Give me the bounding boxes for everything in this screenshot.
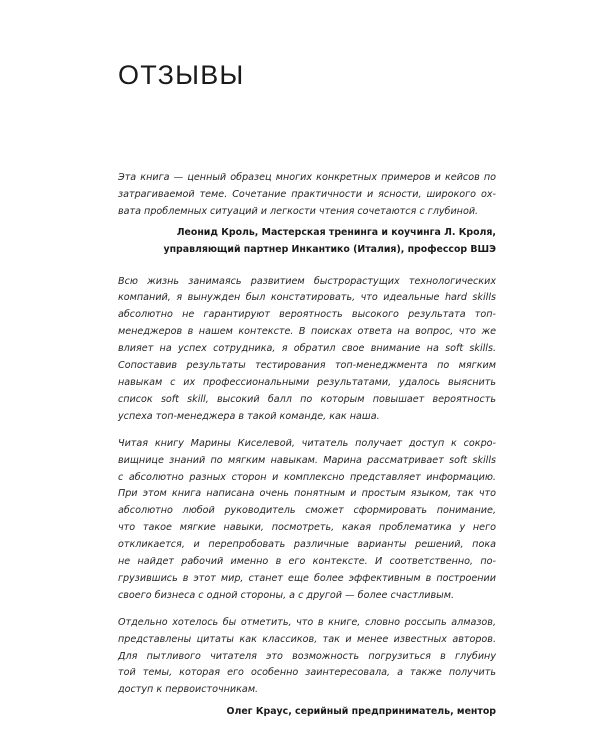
text-line: компаний, я вынужден был констатировать, что идеальные hard skills <box>118 292 496 304</box>
text-line: менеджеров в нашем контексте. В поисках ответа на вопрос, что же <box>118 326 496 338</box>
page-title: ОТЗЫВЫ <box>118 60 245 90</box>
text-line: вата проблемных ситуаций и легкости чтения сочетаются с глубиной. <box>118 205 479 217</box>
text-line: влияет на успех сотрудника, я обратил свое внимание на soft skills. <box>118 343 496 355</box>
text-line: что такое мягкие навыки, посмотреть, какая проблематика у него <box>118 522 496 534</box>
text-line: список soft skill, высокий балл по которым повышает вероятность <box>118 393 496 405</box>
text-line: Отдельно хотелось бы отметить, что в книге, словно россыпь алмазов, <box>118 616 496 628</box>
text-line: с абсолютно разных сторон и комплексно представляет информацию. <box>118 471 496 483</box>
text-line: не найдет рабочий именно в его контексте. И соответственно, по- <box>118 556 496 568</box>
attribution-line: Олег Краус, серийный предприниматель, ментор <box>226 706 496 718</box>
reviews-section <box>118 170 496 721</box>
text-line: той темы, которая его особенно заинтересовала, а также получить <box>118 667 496 679</box>
text-line: Для пытливого читателя это возможность погрузиться в глубину <box>118 650 496 662</box>
text-line: вищнице знаний по мягким навыкам. Марина рассматривает soft skills <box>118 454 496 466</box>
text-line: откликается, и перепробовать различные варианты решений, пока <box>118 539 496 551</box>
text-line: доступ к первоисточникам. <box>118 684 259 696</box>
text-line: успеха топ-менеджера в такой команде, как наша. <box>118 410 380 422</box>
text-line: Сопоставив результаты тестирования топ-менеджмента по мягким <box>118 360 496 372</box>
text-line: представлены цитаты как классиков, так и менее известных авторов. <box>118 633 496 645</box>
review-1-attribution <box>118 225 496 259</box>
text-line: абсолютно любой руководитель сможет сформировать понимание, <box>118 505 496 517</box>
text-line: Читая книгу Марины Киселевой, читатель получает доступ к сокро- <box>118 437 496 449</box>
text-line: Эта книга — ценный образец многих конкретных примеров и кейсов по <box>118 172 496 183</box>
review-2-attribution <box>118 704 496 721</box>
attribution-line: управляющий партнер Инкантико (Италия), профессор ВШЭ <box>163 243 496 255</box>
review-2-paragraph-2 <box>118 436 496 605</box>
text-line: навыкам с их профессиональными результатами, удалось выяснить <box>118 376 496 388</box>
review-2-paragraph-1 <box>118 274 496 426</box>
attribution-line: Леонид Кроль, Мастерская тренинга и коучинга Л. Кроля, <box>176 226 496 238</box>
review-2-paragraph-3 <box>118 615 496 700</box>
text-line: абсолютно не гарантируют вероятность высокого результата топ- <box>118 309 496 321</box>
text-line: При этом книга написана очень понятным и простым языком, так что <box>118 488 496 500</box>
text-line: своего бизнеса с одной стороны, а с другой — более счастливым. <box>118 589 455 601</box>
text-line: Всю жизнь занимаясь развитием быстрорастущих технологических <box>118 275 496 287</box>
text-line: грузившись в этот мир, станет еще более эффективным в построении <box>118 572 496 584</box>
review-1-text <box>118 170 496 221</box>
text-line: затрагиваемой теме. Сочетание практичности и ясности, широкого ох- <box>118 188 496 200</box>
